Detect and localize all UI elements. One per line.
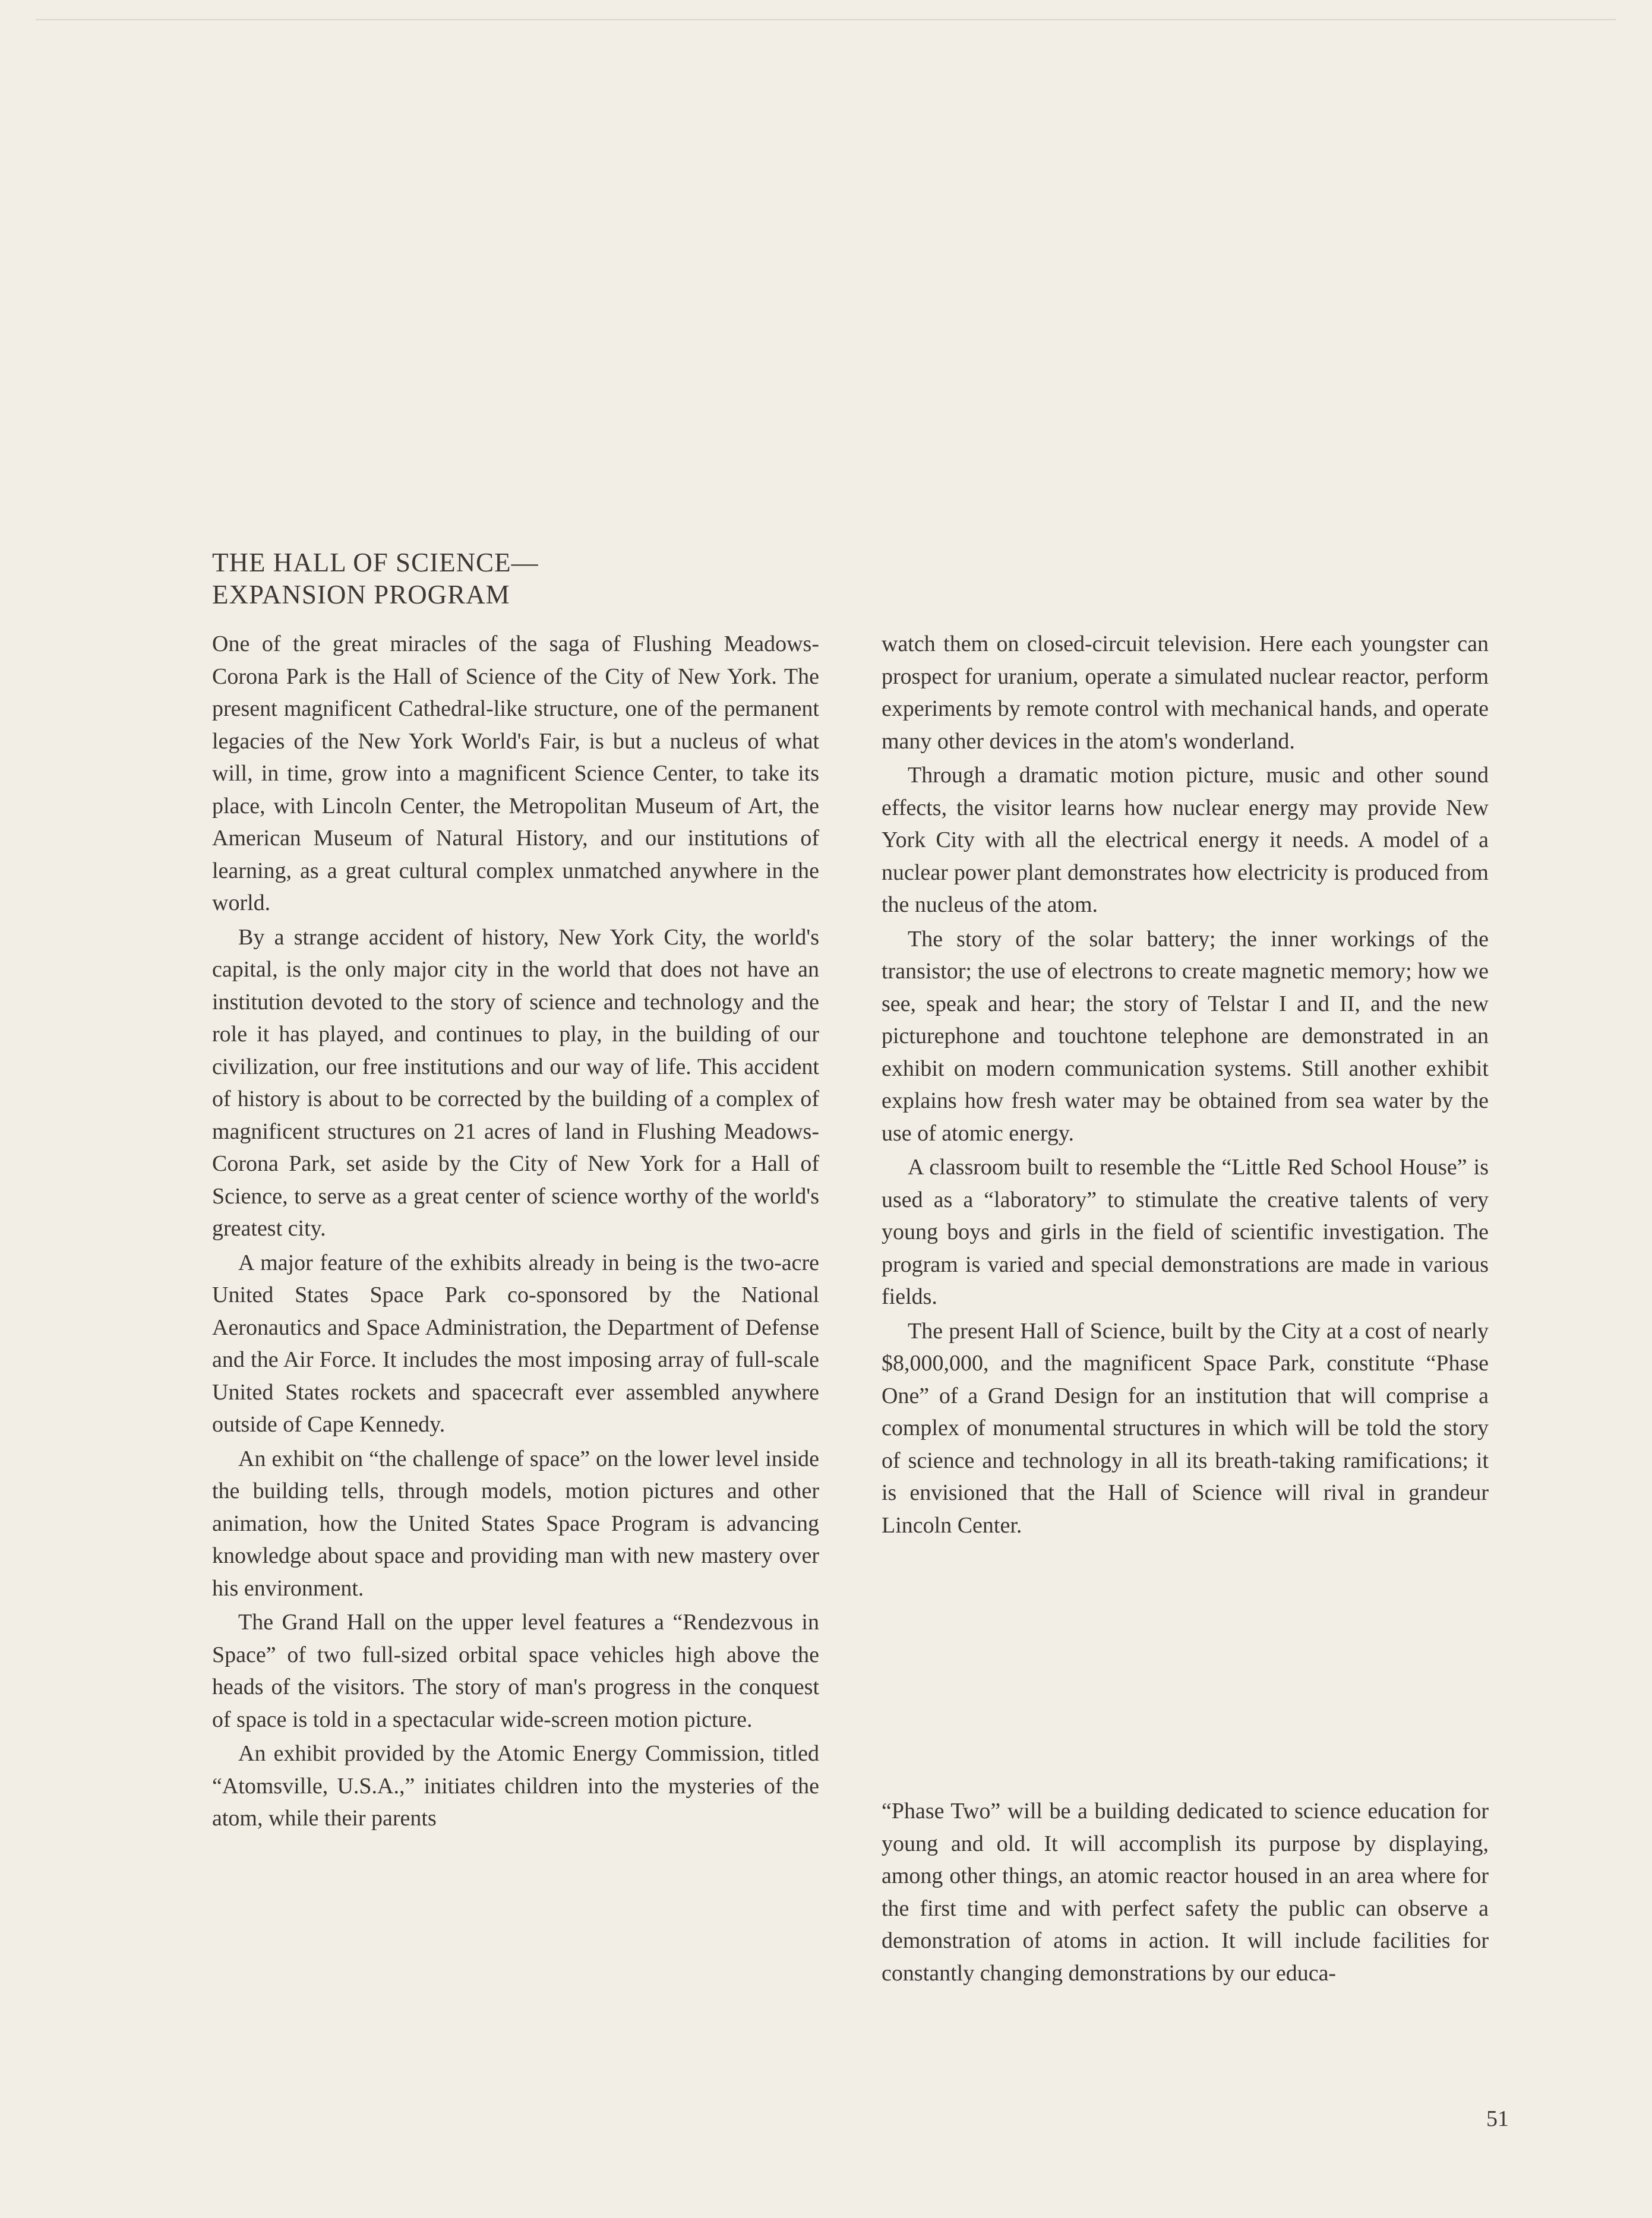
top-rule bbox=[36, 19, 1616, 20]
page-number: 51 bbox=[1486, 2106, 1509, 2131]
paragraph: The Grand Hall on the upper level features a “Rendezvous in Space” of two full-sized orbital space vehicles high above the heads of the visitors. The story of man's progress in the conquest of space is told in a spectacular wide-screen motion picture. bbox=[212, 1610, 819, 1732]
paragraph: The present Hall of Science, built by the City at a cost of nearly $8,000,000, and the magnificent Space Park, constitute “Phase One” of a Grand Design for an institution that will comprise a complex of monumental structures in which will be told the story of science and technology in all its breath-taking ramifications; it is envisioned that the Hall of Science will rival in grandeur Lincoln Center. bbox=[882, 1318, 1489, 1538]
page-title bbox=[212, 546, 747, 611]
right-column-lower bbox=[882, 1795, 1489, 1991]
paragraph: An exhibit on “the challenge of space” on the lower level inside the building tells, through models, motion pictures and other animation, how the United States Space Program is advancing knowledge about space and providing man with new mastery over his environment. bbox=[212, 1446, 819, 1601]
right-column bbox=[882, 628, 1489, 1543]
paragraph: An exhibit provided by the Atomic Energy Commission, titled “Atomsville, U.S.A.,” initiates children into the mysteries of the atom, while their parents bbox=[212, 1741, 819, 1831]
page-title-line-1: THE HALL OF SCIENCE— bbox=[212, 548, 539, 577]
paragraph: By a strange accident of history, New York City, the world's capital, is the only major city in the world that does not have an institution devoted to the story of science and technology and the role it has played, and continues to play, in the building of our civilization, our free institutions and our way of life. This accident of history is about to be corrected by the building of a complex of magnificent structures on 21 acres of land in Flushing Meadows-Corona Park, set aside by the City of New York for a Hall of Science, to serve as a great center of science worthy of the world's greatest city. bbox=[212, 924, 819, 1241]
paragraph: One of the great miracles of the saga of Flushing Meadows-Corona Park is the Hall of Science of the City of New York. The present magnificent Cathedral-like structure, one of the permanent legacies of the New York World's Fair, is but a nucleus of what will, in time, grow into a magnificent Science Center, to take its place, with Lincoln Center, the Metropolitan Museum of Art, the American Museum of Natural History, and our institutions of learning, as a great cultural complex unmatched anywhere in the world. bbox=[212, 631, 819, 915]
paragraph: A classroom built to resemble the “Little Red School House” is used as a “laboratory” to stimulate the creative talents of very young boys and girls in the field of scientific investigation. The program is varied and special demonstrations are made in various fields. bbox=[882, 1155, 1489, 1309]
page-title-line-2: EXPANSION PROGRAM bbox=[212, 580, 510, 609]
paragraph: A major feature of the exhibits already in being is the two-acre United States Space Park co-sponsored by the National Aeronautics and Space Administration, the Department of Defense and the Air Force. It includes the most imposing array of full-scale United States rockets and spacecraft ever assembled anywhere outside of Cape Kennedy. bbox=[212, 1250, 819, 1437]
left-column bbox=[212, 628, 819, 1837]
paragraph: Through a dramatic motion picture, music and other sound effects, the visitor learns how nuclear energy may provide New York City with all the electrical energy it needs. A model of a nuclear power plant demonstrates how electricity is produced from the nucleus of the atom. bbox=[882, 763, 1489, 917]
paragraph: watch them on closed-circuit television. Here each youngster can prospect for uranium, operate a simulated nuclear reactor, perform experiments by remote control with mechanical hands, and operate many other devices in the atom's wonderland. bbox=[882, 631, 1489, 754]
paragraph: The story of the solar battery; the inner workings of the transistor; the use of electrons to create magnetic memory; how we see, speak and hear; the story of Telstar I and II, and the new picturephone and touchtone telephone are demonstrated in an exhibit on modern communication systems. Still another exhibit explains how fresh water may be obtained from sea water by the use of atomic energy. bbox=[882, 926, 1489, 1146]
paragraph: “Phase Two” will be a building dedicated to science education for young and old. It will accomplish its purpose by displaying, among other things, an atomic reactor housed in an area where for the first time and with perfect safety the public can observe a demonstration of atoms in action. It will include facilities for constantly changing demonstrations by our educa- bbox=[882, 1799, 1489, 1986]
